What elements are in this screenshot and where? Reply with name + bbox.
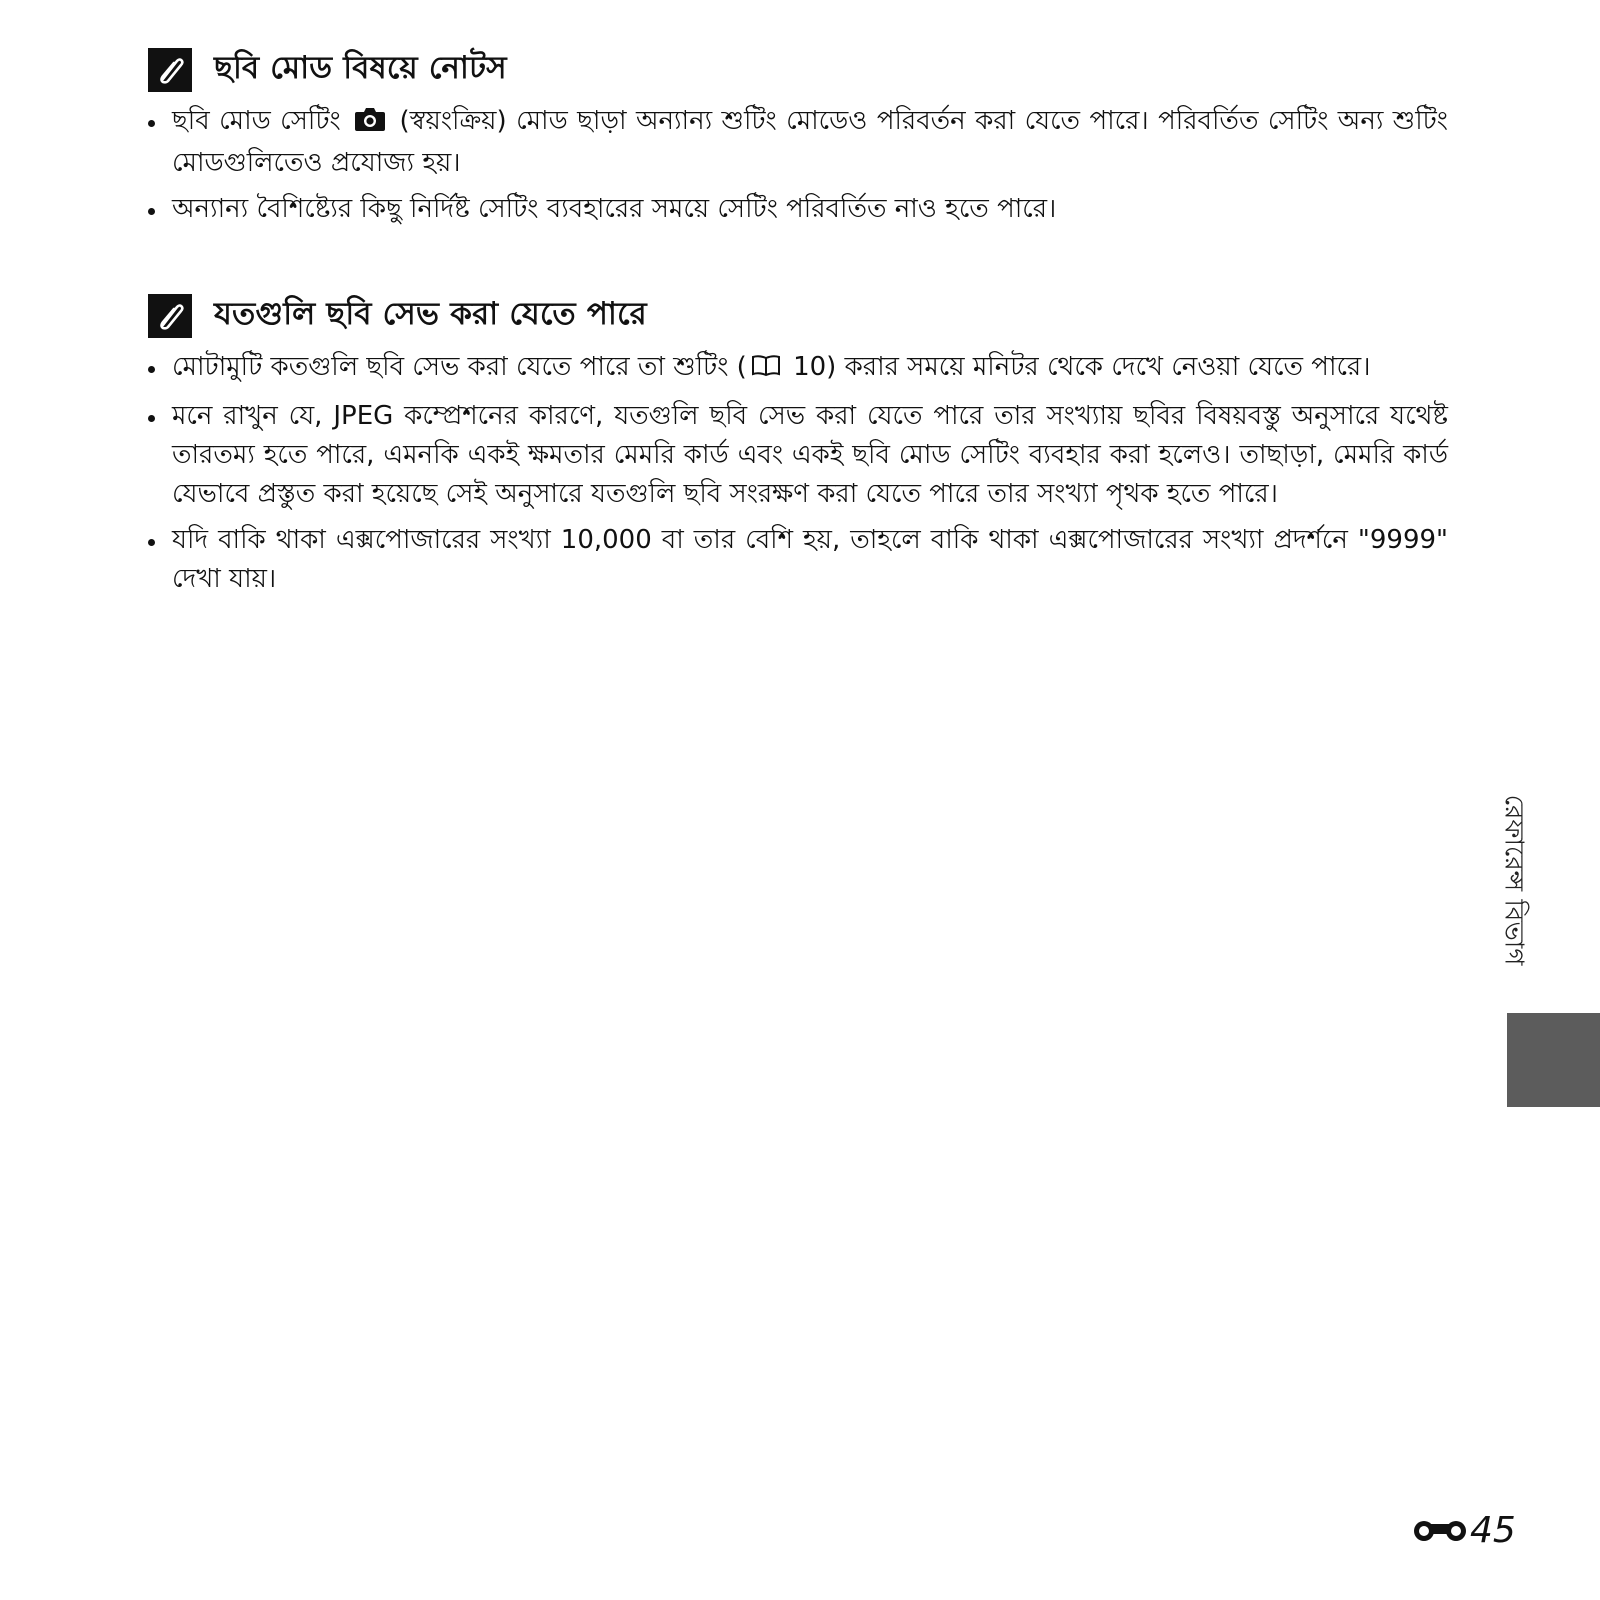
list-item [148,190,1448,229]
binoculars-icon [1412,1514,1468,1548]
bullet-list [148,348,1448,599]
bullet-text: মনে রাখুন যে, JPEG কম্প্রেশনের কারণে, যতগুলি ছবি সেভ করা যেতে পারে তার সংখ্যায় ছবির বিষয়বস্তু অনুসারে যথেষ্ট তারতম্য হতে পারে, এমনকি একই ক্ষমতার মেমরি কার্ড এবং একই ছবি মোড সেটিং ব্যবহার করা হলেও। তাছাড়া, মেমরি কার্ড যেভাবে প্রস্তুত করা হয়েছে সেই অনুসারে যতগুলি ছবি সংরক্ষণ করা যেতে পারে তার সংখ্যা পৃথক হতে পারে। [172,401,1448,509]
bullet-dot [148,120,155,127]
side-tab-text: রেফারেন্স বিভাগ [1498,794,1529,966]
page-number [1412,1510,1516,1551]
camera-icon [354,105,386,144]
section-heading [148,48,1448,92]
section-title: ছবি মোড বিষয়ে নোটস [214,50,507,86]
bullet-text: (স্বয়ংক্রিয়) মোড ছাড়া অন্যান্য শুটিং মোডেও পরিবর্তন করা যেতে পারে। পরিবর্তিত সেটিং অন্য শুটিং মোডগুলিতেও প্রযোজ্য হয়। [172,106,1448,178]
book-icon [751,351,781,390]
list-item [148,348,1448,390]
section-title: যতগুলি ছবি সেভ করা যেতে পারে [214,296,647,332]
list-item [148,102,1448,183]
section-heading [148,294,1448,338]
list-item [148,397,1448,514]
list-item [148,521,1448,599]
bullet-text: মোটামুটি কতগুলি ছবি সেভ করা যেতে পারে তা শুটিং ( [172,352,747,382]
note-pencil-icon [148,48,192,92]
bullet-text: ছবি মোড সেটিং [172,106,341,136]
bullet-text: ) করার সময়ে মনিটর থেকে দেখে নেওয়া যেতে পারে। [826,352,1371,382]
section-picture-mode-notes [148,48,1448,236]
side-tab-marker [1507,1013,1600,1107]
bullet-list [148,102,1448,229]
note-pencil-icon [148,294,192,338]
bullet-dot [148,366,155,373]
bullet-dot [148,539,155,546]
bullet-text: অন্যান্য বৈশিষ্ট্যের কিছু নির্দিষ্ট সেটিং ব্যবহারের সময়ে সেটিং পরিবর্তিত নাও হতে পারে। [172,194,1057,224]
section-number-of-pictures [148,294,1448,606]
side-tab-label [1492,770,1532,990]
bullet-dot [148,208,155,215]
page-reference: 10 [793,352,827,382]
bullet-dot [148,415,155,422]
page-number-text: 45 [1470,1510,1516,1551]
bullet-text: যদি বাকি থাকা এক্সপোজারের সংখ্যা 10,000 বা তার বেশি হয়, তাহলে বাকি থাকা এক্সপোজারের সংখ্যা প্রদর্শনে "9999" দেখা যায়। [172,525,1448,594]
